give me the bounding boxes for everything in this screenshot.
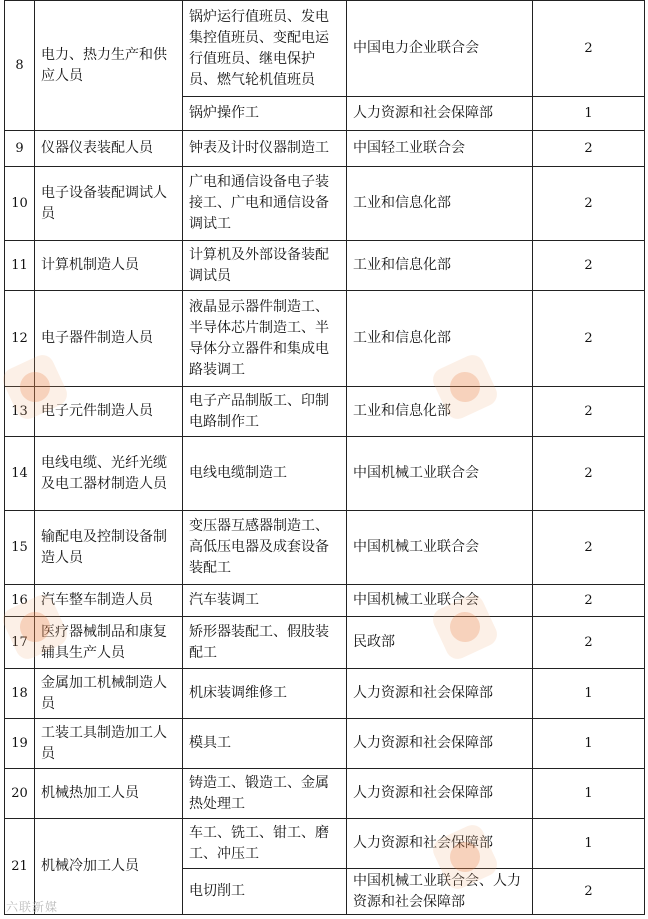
table-row [5,617,645,669]
occupation-category: 金属加工机械制造人员 [35,669,183,719]
table-row [5,819,645,869]
occupation-category: 汽车整车制造人员 [35,585,183,617]
job-titles: 计算机及外部设备装配调试员 [183,241,347,291]
responsible-org: 人力资源和社会保障部 [347,819,533,869]
table-row [5,241,645,291]
table-row [5,511,645,585]
job-titles: 矫形器装配工、假肢装配工 [183,617,347,669]
occupation-category: 电子设备装配调试人员 [35,167,183,241]
row-number: 16 [5,585,35,617]
row-number: 18 [5,669,35,719]
occupation-table-container [4,0,644,915]
level-value: 2 [533,387,645,437]
job-titles: 变压器互感器制造工、高低压电器及成套设备装配工 [183,511,347,585]
responsible-org: 中国机械工业联合会 [347,511,533,585]
job-titles: 铸造工、锻造工、金属热处理工 [183,769,347,819]
row-number: 19 [5,719,35,769]
responsible-org: 人力资源和社会保障部 [347,719,533,769]
table-row [5,387,645,437]
job-titles: 电切削工 [183,869,347,915]
row-number: 17 [5,617,35,669]
job-titles: 汽车装调工 [183,585,347,617]
level-value: 2 [533,131,645,167]
level-value: 2 [533,511,645,585]
table-row [5,1,645,97]
table-row [5,669,645,719]
level-value: 1 [533,669,645,719]
responsible-org: 民政部 [347,617,533,669]
responsible-org: 中国机械工业联合会 [347,585,533,617]
level-value: 1 [533,719,645,769]
level-value: 2 [533,617,645,669]
level-value: 2 [533,1,645,97]
occupation-category: 仪器仪表装配人员 [35,131,183,167]
job-titles: 车工、铣工、钳工、磨工、冲压工 [183,819,347,869]
responsible-org: 工业和信息化部 [347,167,533,241]
job-titles: 锅炉运行值班员、发电集控值班员、变配电运行值班员、继电保护员、燃气轮机值班员 [183,1,347,97]
occupation-category: 电力、热力生产和供应人员 [35,1,183,131]
level-value: 2 [533,437,645,511]
level-value: 1 [533,97,645,131]
row-number: 9 [5,131,35,167]
job-titles: 模具工 [183,719,347,769]
row-number: 15 [5,511,35,585]
table-row [5,167,645,241]
table-row [5,769,645,819]
row-number: 11 [5,241,35,291]
level-value: 1 [533,769,645,819]
responsible-org: 中国轻工业联合会 [347,131,533,167]
occupation-category: 工装工具制造加工人员 [35,719,183,769]
row-number: 14 [5,437,35,511]
table-row [5,719,645,769]
row-number: 20 [5,769,35,819]
level-value: 2 [533,167,645,241]
job-titles: 锅炉操作工 [183,97,347,131]
occupation-category: 计算机制造人员 [35,241,183,291]
table-row [5,291,645,387]
responsible-org: 工业和信息化部 [347,291,533,387]
responsible-org: 工业和信息化部 [347,241,533,291]
row-number: 8 [5,1,35,131]
level-value: 1 [533,819,645,869]
responsible-org: 工业和信息化部 [347,387,533,437]
job-titles: 广电和通信设备电子装接工、广电和通信设备调试工 [183,167,347,241]
responsible-org: 人力资源和社会保障部 [347,769,533,819]
occupation-category: 机械热加工人员 [35,769,183,819]
occupation-category: 机械冷加工人员 [35,819,183,915]
row-number: 10 [5,167,35,241]
occupation-category: 输配电及控制设备制造人员 [35,511,183,585]
occupation-category: 电子元件制造人员 [35,387,183,437]
level-value: 2 [533,291,645,387]
level-value: 2 [533,241,645,291]
row-number: 21 [5,819,35,915]
row-number: 13 [5,387,35,437]
job-titles: 电子产品制版工、印制电路制作工 [183,387,347,437]
occupation-category: 电线电缆、光纤光缆及电工器材制造人员 [35,437,183,511]
job-titles: 电线电缆制造工 [183,437,347,511]
occupation-category: 电子器件制造人员 [35,291,183,387]
responsible-org: 中国机械工业联合会 [347,437,533,511]
responsible-org: 人力资源和社会保障部 [347,669,533,719]
occupation-table [4,0,645,915]
table-row [5,585,645,617]
level-value: 2 [533,585,645,617]
table-row [5,131,645,167]
level-value: 2 [533,869,645,915]
occupation-category: 医疗器械制品和康复辅具生产人员 [35,617,183,669]
job-titles: 钟表及计时仪器制造工 [183,131,347,167]
job-titles: 机床装调维修工 [183,669,347,719]
job-titles: 液晶显示器件制造工、半导体芯片制造工、半导体分立器件和集成电路装调工 [183,291,347,387]
footer-watermark: 六联新媒 [6,900,59,914]
responsible-org: 中国电力企业联合会 [347,1,533,97]
row-number: 12 [5,291,35,387]
table-row [5,437,645,511]
responsible-org: 中国机械工业联合会、人力资源和社会保障部 [347,869,533,915]
responsible-org: 人力资源和社会保障部 [347,97,533,131]
